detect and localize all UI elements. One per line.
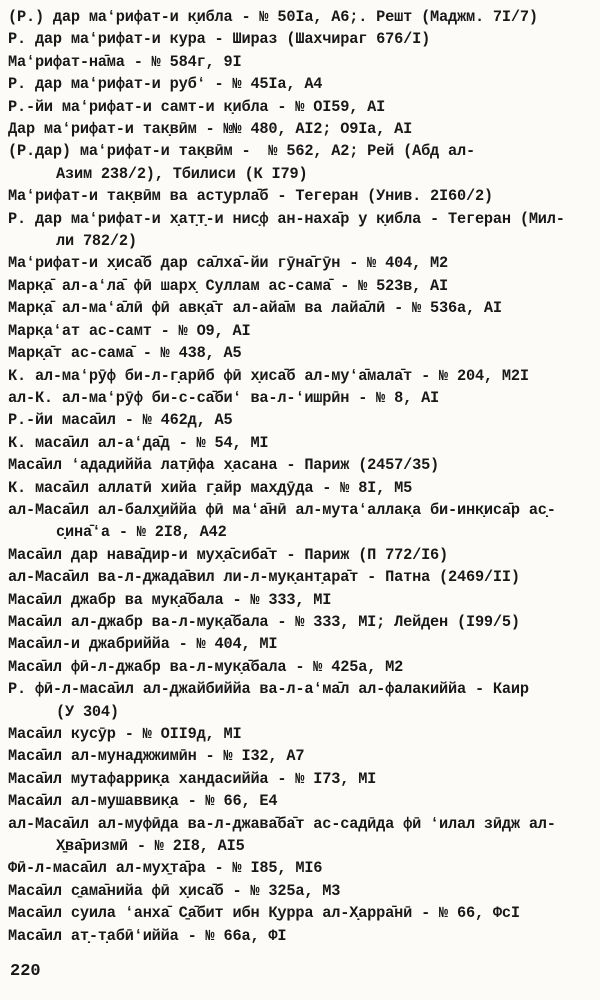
- entry-line: Маса̄ил ʻададиййа лат̣ӣфа х̣асана - Париж (2457/35): [8, 456, 440, 475]
- entry-line: К. маса̄ил ал-аʻда̄д - № 54, МI: [8, 433, 269, 452]
- entry-line: Маса̄ил ат̣-т̣абӣʻиййа - № 66а, ФI: [8, 926, 287, 945]
- entry-line: (Р.) дар маʻрифат-и к̣ибла - № 50Iа, А6;. Решт (Маджм. 7I/7): [8, 8, 538, 26]
- entry-line: К. маса̄ил аллатӣ хийа г̣айр мах̣дӯда - № 8I, М5: [8, 478, 413, 497]
- entry-line: с̣ина̄ʻа - № 2I8, А42: [56, 523, 227, 542]
- entry-line: Азим 238/2), Тбилиси (К I79): [56, 164, 308, 183]
- entry-line: Маса̄ил суила ʻанха̄ С̱а̄бит ибн К̣урра ал-Х̣арра̄нӣ - № 66, ФсI: [8, 904, 520, 923]
- entry-line: ал-Маса̄ил ал-муфӣда ва-л-джава̄ба̄т ас-садӣда фӣ ʻилал зӣдж ал-: [8, 814, 556, 833]
- entry-line: Маʻрифат-и так̣вӣм ва аст̣урла̄б - Тегеран (Унив. 2I60/2): [8, 187, 493, 206]
- entry-line: Р. фӣ-л-маса̄ил ал-джайбиййа ва-л-аʻма̄л ал-фалакиййа - Каир: [8, 680, 529, 699]
- entry-line: (У 304): [56, 702, 119, 721]
- entry-line: ал-К. ал-маʻрӯф би-с-са̄биʻ ва-л-ʻишрӣн - № 8, АI: [8, 388, 440, 407]
- entry-line: Р.-йи маʻрифат-и самт-и к̣ибла - № ОI59, АI: [8, 97, 386, 116]
- entry-line: Р. дар маʻрифат-и кура - Шираз (Шахчираг 676/I): [8, 30, 431, 49]
- entry-line: Маса̄ил дар нава̄дир-и мух̣а̄сиба̄т - Париж (П 772/I6): [8, 545, 449, 564]
- entry-line: Р. дар маʻрифат-и х̣ат̣т̣-и нис̣ф ан-наха̄р у к̣ибла - Тегеран (Мил-: [8, 209, 565, 228]
- page-number: 220: [10, 962, 41, 981]
- entry-line: Х̱ва̄ризмӣ - № 2I8, АI5: [56, 837, 245, 856]
- entry-line: (Р.дар) маʻрифат-и так̣вӣм - № 562, А2; Рей (Абд ал-: [8, 142, 475, 161]
- entry-line: Маса̄ил-и джабриййа - № 404, МI: [8, 635, 278, 654]
- entry-line: Р. дар маʻрифат-и рубʻ - № 45Iа, А4: [8, 75, 323, 94]
- entry-line: Маса̄ил фӣ-л-джабр ва-л-мук̣а̄бала - № 425а, М2: [8, 657, 404, 676]
- entry-line: Р.-йи маса̄ил - № 462д, А5: [8, 411, 233, 430]
- entry-line: Марк̣а̄ ал-маʻа̄лӣ фӣ авк̣а̄т ал-айа̄м ва лайа̄лӣ - № 536а, АI: [8, 299, 502, 318]
- entry-line: Маса̄ил ал-мунаджжимӣн - № I32, А7: [8, 747, 305, 766]
- entry-line: Маса̄ил с̱ама̄нийа фӣ х̣иса̄б - № 325а, М3: [8, 881, 341, 900]
- entry-line: Маса̄ил джабр ва мук̣а̄бала - № 333, МI: [8, 590, 332, 609]
- entry-line: Маса̄ил ал-мушаввик̣а - № 66, Е4: [8, 792, 278, 811]
- entry-line: Маʻрифат-и х̣иса̄б дар са̄лха̄-йи гӯна̄гӯн - № 404, М2: [8, 254, 449, 273]
- entry-line: ли 782/2): [56, 232, 137, 251]
- entry-line: Маса̄ил ал-джабр ва-л-мук̣а̄бала - № 333, МI; Лейден (I99/5): [8, 612, 520, 631]
- entry-line: Дар маʻрифат-и так̣вӣм - №№ 480, АI2; О9Iа, АI: [8, 120, 413, 139]
- entry-line: Маса̄ил мутафаррик̣а хандасиййа - № I73, МI: [8, 769, 377, 788]
- entry-line: ал-Маса̄ил ва-л-джада̄вил ли-л-мук̣ант̣ара̄т - Патна (2469/II): [8, 568, 520, 587]
- entry-line: Марк̣а̄т ас-сама̄ - № 438, А5: [8, 344, 242, 363]
- entry-line: Марк̣аʻат ас-самт - № О9, АI: [8, 321, 251, 340]
- entry-line: К. ал-маʻрӯф би-л-г̣арӣб фӣ х̣иса̄б ал-муʻа̄мала̄т - № 204, М2I: [8, 366, 529, 385]
- entry-line: Маʻрифат-на̄ма - № 584г, 9I: [8, 52, 242, 71]
- entry-line: Фӣ-л-маса̄ил ал-мух̱та̄ра - № I85, МI6: [8, 859, 323, 878]
- entry-line: ал-Маса̄ил ал-балх̱иййа фӣ маʻа̄нӣ ал-мутаʻаллак̣а би-инк̣иса̄р ас̣-: [8, 500, 556, 519]
- entry-line: Марк̣а̄ ал-аʻла̄ фӣ шарх̣ Суллам ас-сама̄ - № 523в, АI: [8, 276, 449, 295]
- page-text: [8, 6, 598, 947]
- entry-line: Маса̄ил кусӯр - № ОII9д, МI: [8, 725, 242, 743]
